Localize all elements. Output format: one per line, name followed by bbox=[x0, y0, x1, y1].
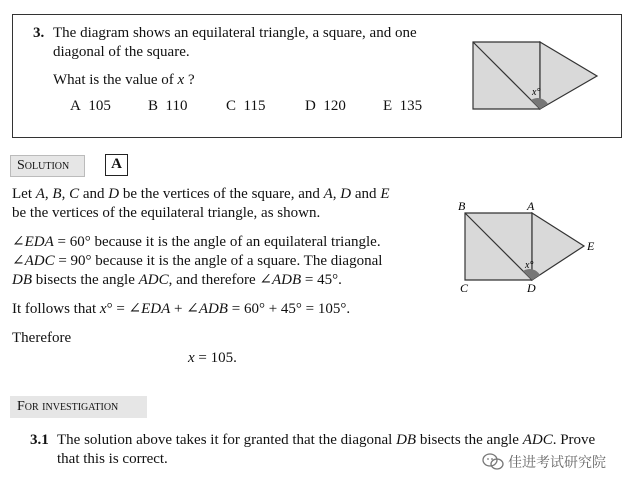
option-a: A 105 bbox=[70, 98, 111, 114]
investigation-number: 3.1 bbox=[30, 432, 49, 448]
triangle-shape bbox=[540, 42, 597, 109]
watermark-text: 佳进考试研究院 bbox=[508, 455, 606, 471]
investigation-line1: The solution above takes it for granted that the diagonal DB bisects the angle ADC. Prove bbox=[57, 432, 596, 448]
question-prompt: What is the value of x ? bbox=[53, 72, 195, 88]
solution-para1-line1: Let A, B, C and D be the vertices of the square, and A, D and E bbox=[12, 186, 390, 202]
question-text-line1: The diagram shows an equilateral triangle, a square, and one bbox=[53, 25, 417, 41]
option-e: E 135 bbox=[383, 98, 423, 114]
vertex-label-a: A bbox=[527, 199, 535, 213]
investigation-line2: that this is correct. bbox=[57, 451, 168, 467]
wechat-icon bbox=[482, 453, 504, 471]
solution-para3: It follows that x° = ∠EDA + ∠ADB = 60° + 45° = 105°. bbox=[12, 301, 351, 317]
triangle-shape bbox=[532, 213, 584, 280]
vertex-label-c: C bbox=[460, 281, 469, 294]
solution-para2-line1: ∠EDA = 60° because it is the angle of an equilateral triangle. bbox=[12, 234, 381, 250]
answer-box: A bbox=[105, 154, 128, 176]
solution-therefore: Therefore bbox=[12, 330, 72, 346]
solution-para2-line2: ∠ADC = 90° because it is the angle of a square. The diagonal bbox=[12, 253, 383, 269]
watermark bbox=[482, 452, 606, 472]
solution-figure bbox=[452, 198, 602, 294]
solution-final: x = 105. bbox=[188, 350, 237, 366]
investigation-label: For investigation bbox=[10, 396, 147, 418]
option-b: B 110 bbox=[148, 98, 188, 114]
option-c: C 115 bbox=[226, 98, 266, 114]
question-figure bbox=[470, 40, 600, 112]
question-number: 3. bbox=[33, 25, 45, 41]
vertex-label-d: D bbox=[527, 281, 536, 294]
question-text-line2: diagonal of the square. bbox=[53, 44, 190, 60]
vertex-label-b: B bbox=[458, 199, 466, 213]
solution-para1-line2: be the vertices of the equilateral triangle, as shown. bbox=[12, 205, 321, 221]
angle-label: x° bbox=[525, 260, 534, 271]
solution-para2-line3: DB bisects the angle ADC, and therefore ∠ADB = 45°. bbox=[12, 272, 342, 288]
angle-label: x° bbox=[532, 87, 541, 98]
vertex-label-e: E bbox=[587, 239, 595, 253]
option-d: D 120 bbox=[305, 98, 346, 114]
solution-label: Solution bbox=[10, 155, 85, 177]
